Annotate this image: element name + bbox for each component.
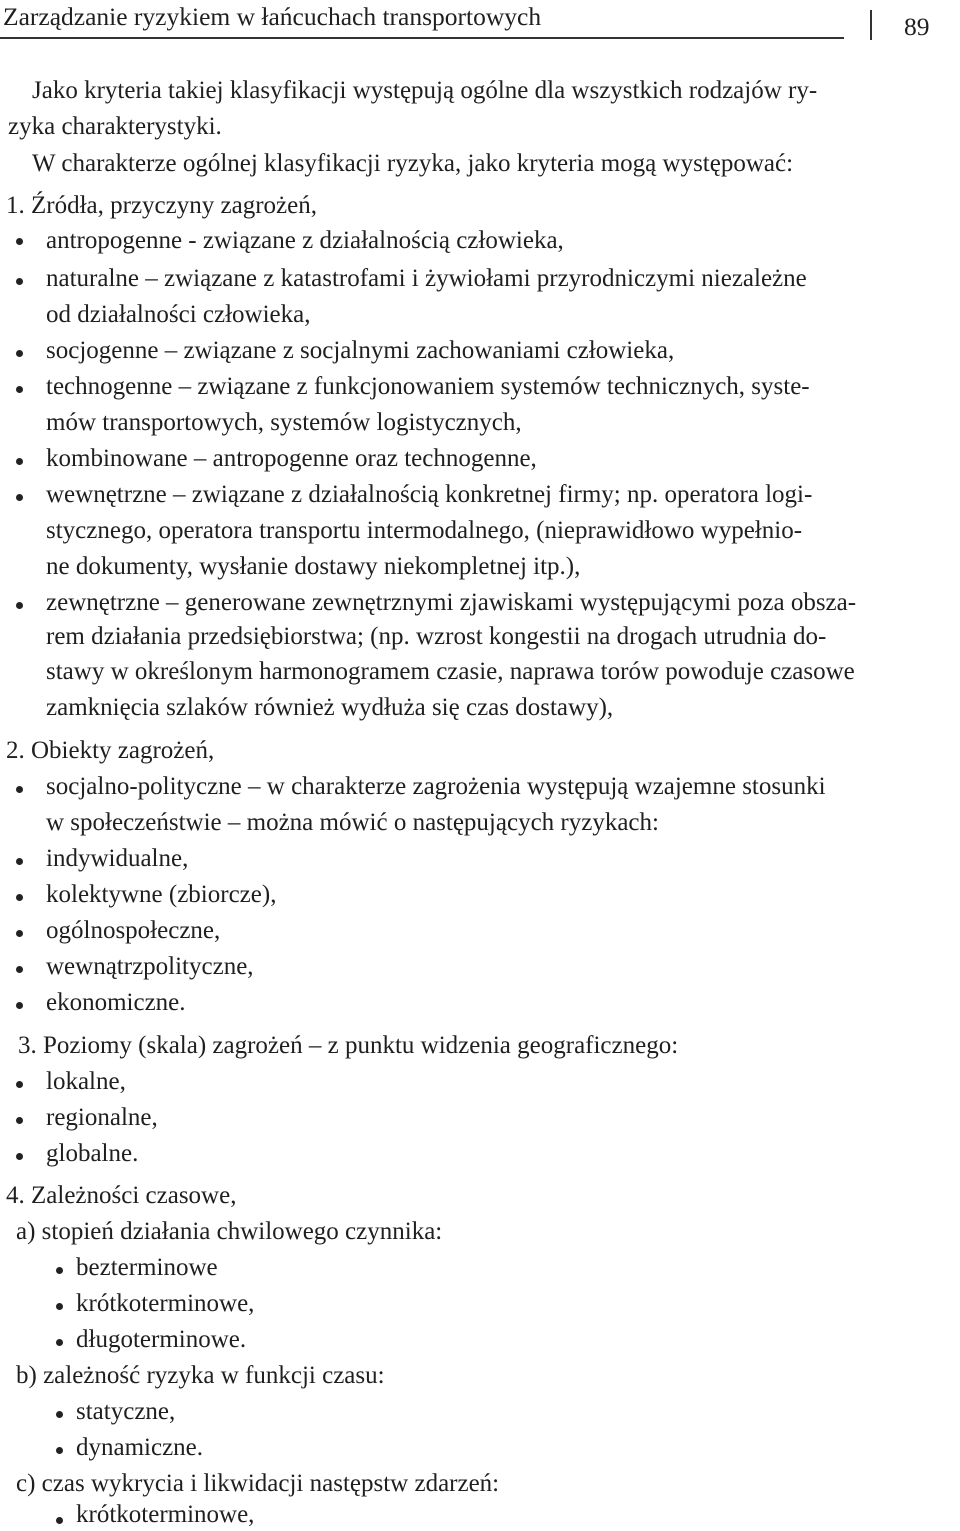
header-rule [0,37,844,39]
intro-line: zyka charakterystyki. [8,113,222,140]
list-item: ekonomiczne. [46,989,186,1016]
subsection-heading: c) czas wykrycia i likwidacji następstw zdarzeń: [16,1470,500,1497]
bullet-dot [16,458,23,465]
bullet-dot [16,386,23,393]
list-item: statyczne, [76,1398,176,1425]
bullet-dot [16,930,23,937]
bullet-dot [16,1153,23,1160]
list-item: kolektywne (zbiorcze), [46,881,277,908]
list-item: regionalne, [46,1104,158,1131]
list-item: dynamiczne. [76,1434,204,1461]
list-item-continuation: zamknięcia szlaków również wydłuża się czas dostawy), [46,694,614,721]
intro-line: W charakterze ogólnej klasyfikacji ryzyka, jako kryteria mogą występować: [32,150,794,177]
list-item: naturalne – związane z katastrofami i żywiołami przyrodniczymi niezależne [46,265,807,292]
list-item-continuation: stycznego, operatora transportu intermodalnego, (nieprawidłowo wypełnio- [46,517,803,544]
bullet-dot [56,1447,63,1454]
list-item: krótkoterminowe, [76,1290,255,1317]
bullet-dot [16,238,23,245]
list-item: bezterminowe [76,1254,218,1281]
list-item: socjalno-polityczne – w charakterze zagrożenia występują wzajemne stosunki [46,773,826,800]
list-item: krótkoterminowe, [76,1501,255,1528]
bullet-dot [16,278,23,285]
list-item: indywidualne, [46,845,189,872]
list-item: kombinowane – antropogenne oraz technogenne, [46,445,537,472]
bullet-dot [16,894,23,901]
list-item-continuation: mów transportowych, systemów logistycznych, [46,409,522,436]
bullet-dot [56,1517,63,1524]
list-item-continuation: w społeczeństwie – można mówić o następujących ryzykach: [46,809,659,836]
list-item: długoterminowe. [76,1326,247,1353]
list-item: zewnętrzne – generowane zewnętrznymi zjawiskami występującymi poza obsza- [46,589,857,616]
list-item: globalne. [46,1140,139,1167]
subsection-heading: a) stopień działania chwilowego czynnika: [16,1218,443,1245]
section-heading: 4. Zależności czasowe, [6,1182,237,1209]
list-item: socjogenne – związane z socjalnymi zachowaniami człowieka, [46,337,675,364]
section-heading: 3. Poziomy (skala) zagrożeń – z punktu widzenia geograficznego: [18,1032,679,1059]
section-heading: 1. Źródła, przyczyny zagrożeń, [6,192,317,219]
header-divider [870,10,872,40]
bullet-dot [56,1339,63,1346]
list-item-continuation: stawy w określonym harmonogramem czasie, naprawa torów powoduje czasowe [46,658,855,685]
list-item: wewnętrzne – związane z działalnością konkretnej firmy; np. operatora logi- [46,481,813,508]
bullet-dot [56,1411,63,1418]
list-item: ogólnospołeczne, [46,917,221,944]
bullet-dot [16,1002,23,1009]
page-header [0,0,960,46]
bullet-dot [16,858,23,865]
subsection-heading: b) zależność ryzyka w funkcji czasu: [16,1362,385,1389]
list-item-continuation: ne dokumenty, wysłanie dostawy niekompletnej itp.), [46,553,581,580]
list-item-continuation: rem działania przedsiębiorstwa; (np. wzrost kongestii na drogach utrudnia do- [46,623,827,650]
running-title: Zarządzanie ryzykiem w łańcuchach transportowych [3,2,542,31]
bullet-dot [16,602,23,609]
bullet-dot [56,1303,63,1310]
bullet-dot [16,350,23,357]
list-item: technogenne – związane z funkcjonowaniem systemów technicznych, syste- [46,373,810,400]
list-item: antropogenne - związane z działalnością człowieka, [46,227,564,254]
bullet-dot [16,494,23,501]
page-number: 89 [904,12,930,41]
bullet-dot [56,1267,63,1274]
list-item: lokalne, [46,1068,126,1095]
section-heading: 2. Obiekty zagrożeń, [6,737,215,764]
intro-line: Jako kryteria takiej klasyfikacji występują ogólne dla wszystkich rodzajów ry- [32,77,818,104]
bullet-dot [16,1081,23,1088]
bullet-dot [16,786,23,793]
bullet-dot [16,966,23,973]
list-item: wewnątrzpolityczne, [46,953,254,980]
bullet-dot [16,1117,23,1124]
list-item-continuation: od działalności człowieka, [46,301,311,328]
